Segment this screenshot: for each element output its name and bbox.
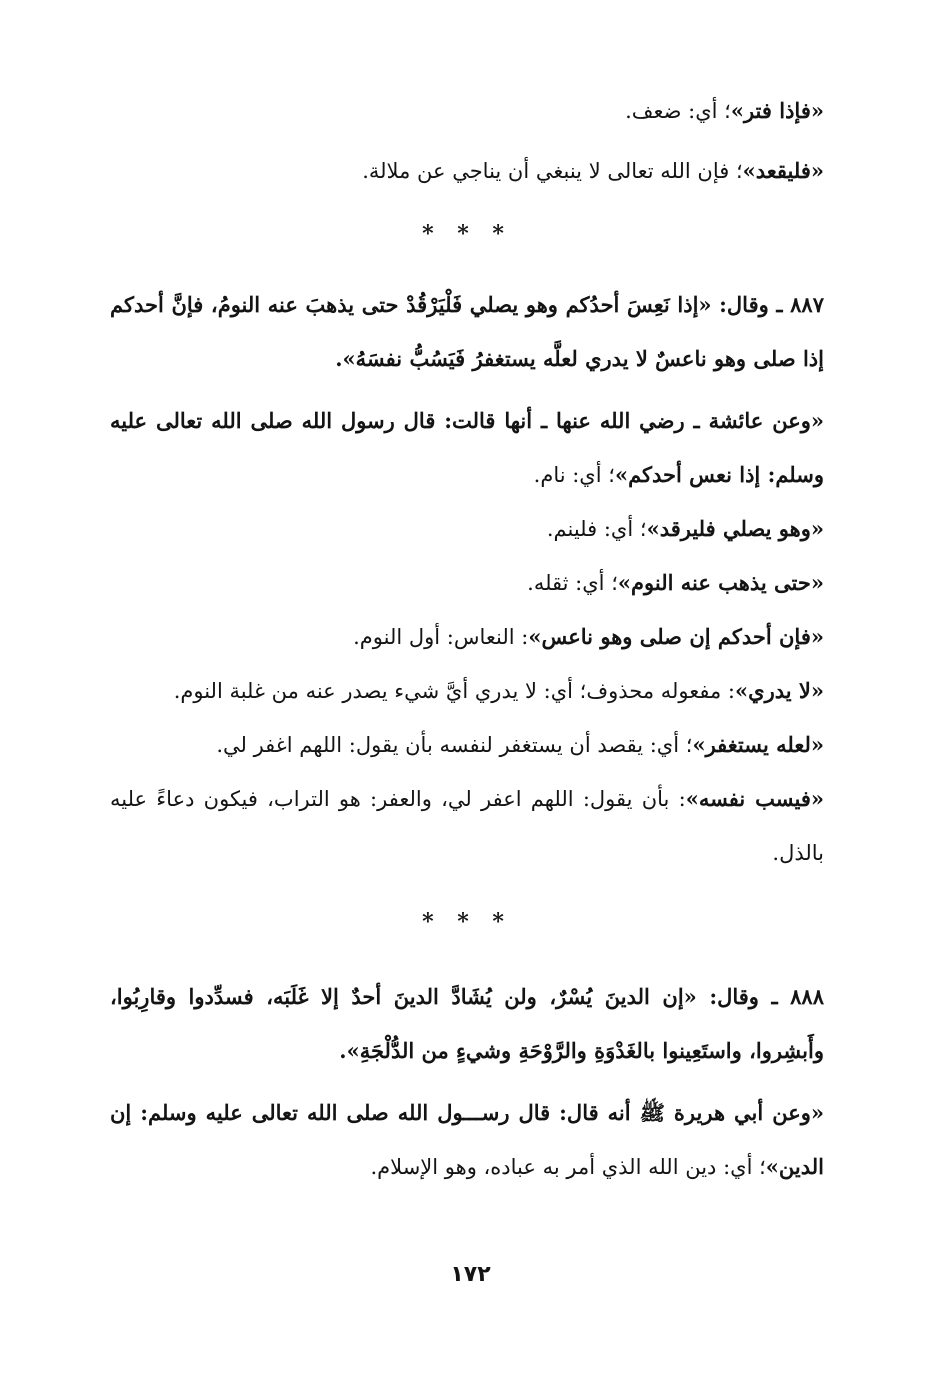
commentary-paragraph: [110, 394, 824, 502]
gloss-term: «فليقعد»: [742, 158, 824, 183]
commentary-term: «حتى يذهب عنه النوم»: [617, 570, 824, 595]
gloss-paragraph: [110, 144, 824, 198]
commentary-term: «وعن عائشة ـ رضي الله عنها ـ أنها قالت: قال رسول الله صلى الله تعالى عليه وسلم: إذا نعس أحدكم»: [110, 408, 824, 487]
commentary-paragraph: [110, 664, 824, 718]
gloss-term: «فإذا فتر»: [730, 98, 824, 123]
hadith-887: ٨٨٧ ـ وقال: «إذا نَعِسَ أحدُكم وهو يصلي فَلْيَرْقُدْ حتى يذهبَ عنه النومُ، فإنَّ أحدكم إذا صلى وهو ناعسٌ لا يدري لعلَّه يستغفرُ فَيَسُبُّ نفسَهُ».: [110, 292, 824, 371]
commentary-text: : مفعوله محذوف؛ أي: لا يدري أيَّ شيء يصدر عنه من غلبة النوم.: [173, 679, 736, 703]
commentary-text: : بأن يقول: اللهم اعفر لي، والعفر: هو التراب، فيكون دعاءً عليه بالذل.: [110, 787, 824, 865]
commentary-text: ؛ أي: ثقله.: [527, 571, 618, 595]
commentary-paragraph: [110, 772, 824, 880]
gloss-text: ؛ أي: ضعف.: [625, 99, 731, 123]
hadith-888: ٨٨٨ ـ وقال: «إن الدينَ يُسْرٌ، ولن يُشَادَّ الدينَ أحدٌ إلا غَلَبَه، فسدِّدوا وقارِبُوا، وأَبشِروا، واستَعِينوا بالغَدْوَةِ والرَّوْحَةِ وشيءٍ من الدُّلْجَةِ».: [110, 984, 824, 1063]
commentary-term: «فإن أحدكم إن صلى وهو ناعس»: [528, 624, 824, 649]
text-column: [110, 0, 824, 1194]
commentary-text: ؛ أي: فلينم.: [546, 517, 647, 541]
commentary-paragraph: [110, 718, 824, 772]
section-separator: * * *: [422, 909, 512, 935]
commentary-term: «لعله يستغفر»: [692, 732, 824, 757]
commentary-paragraph: [110, 556, 824, 610]
commentary-term: «فيسب نفسه»: [685, 786, 824, 811]
commentary-paragraph: [110, 502, 824, 556]
gloss-paragraph: [110, 84, 824, 138]
commentary-term: «وعن أبي هريرة ﷺ أنه قال: قال رســـول الله صلى الله تعالى عليه وسلم: إن الدين»: [110, 1100, 824, 1179]
page-number: ١٧٢: [450, 1262, 491, 1287]
commentary-text: ؛ أي: يقصد أن يستغفر لنفسه بأن يقول: اللهم اغفر لي.: [216, 733, 693, 757]
commentary-paragraph: [110, 610, 824, 664]
commentary-term: «وهو يصلي فليرقد»: [646, 516, 824, 541]
commentary-paragraph: [110, 1086, 824, 1194]
commentary-text: : النعاس: أول النوم.: [353, 625, 529, 649]
commentary-term: «لا يدري»: [735, 678, 824, 703]
commentary-text: ؛ أي: نام.: [533, 463, 615, 487]
section-separator: * * *: [422, 221, 512, 247]
commentary-text: ؛ أي: دين الله الذي أمر به عباده، وهو الإسلام.: [370, 1155, 766, 1179]
gloss-text: ؛ فإن الله تعالى لا ينبغي أن يناجي عن ملالة.: [362, 159, 743, 183]
